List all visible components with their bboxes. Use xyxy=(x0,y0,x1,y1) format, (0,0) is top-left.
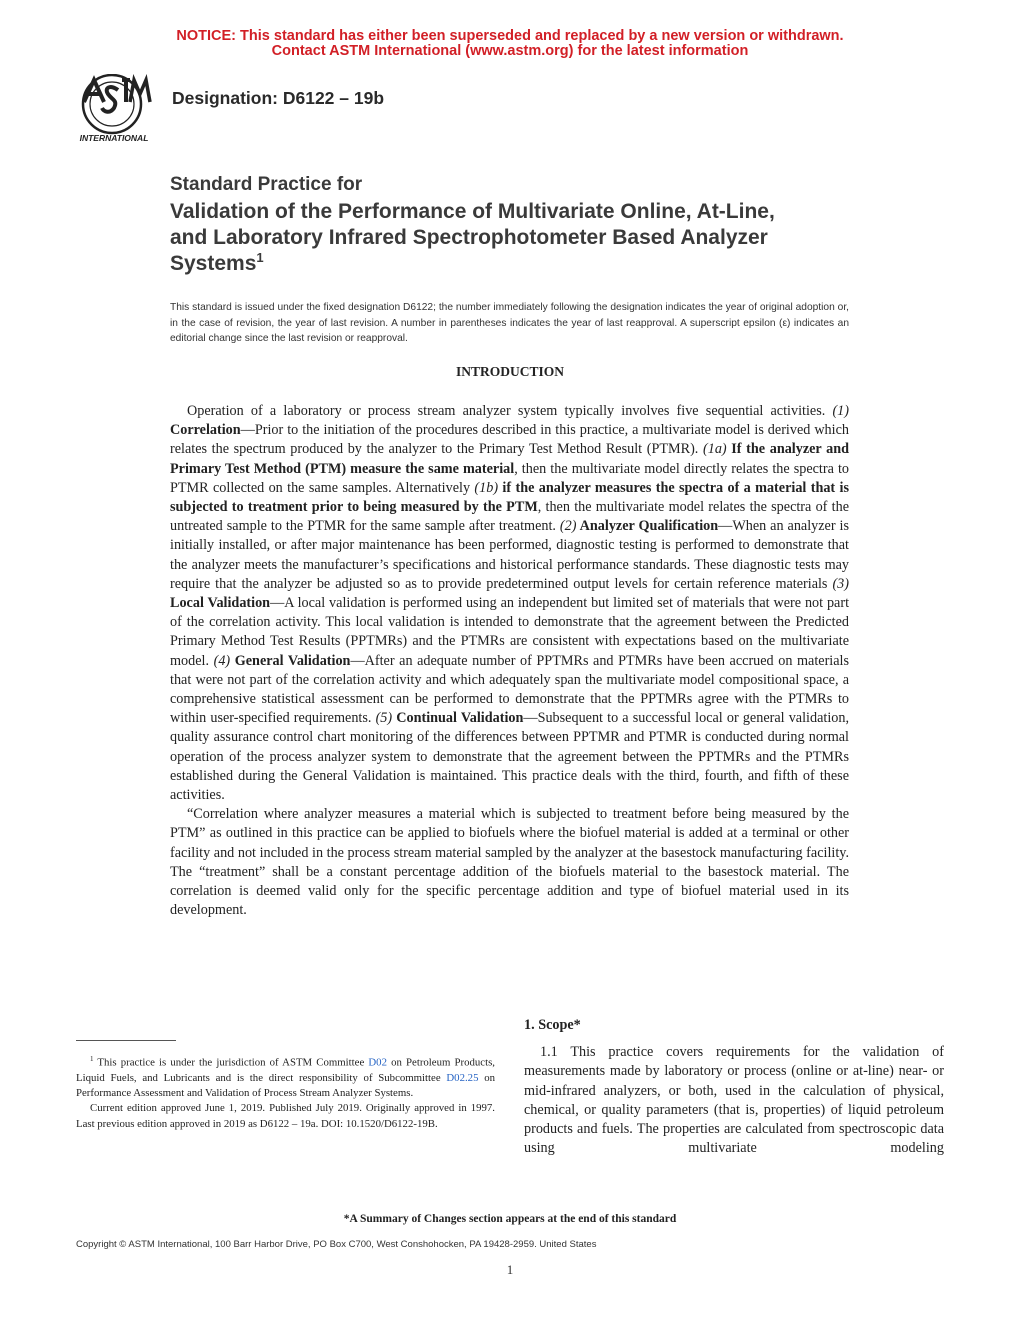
introduction-paragraph-1 xyxy=(170,402,849,805)
intro-segment: —Subsequent to a successful local or general validation, quality assurance control chart monitoring of the differences between PPTMR and PTMR is conducted during normal operation of the process analyzer system to demonstrate that the agreement between the PPTMRs and the PTMRs established during the General Validation is maintained. This practice deals with the third, fourth, and fifth of these activities. xyxy=(170,710,849,804)
scope-heading: 1. Scope* xyxy=(524,1017,581,1033)
introduction-body xyxy=(170,402,849,920)
intro-segment: Correlation xyxy=(170,422,241,439)
introduction-heading: INTRODUCTION xyxy=(455,364,564,379)
designation: Designation: D6122 – 19b xyxy=(172,88,385,108)
intro-segment: —A local validation is performed using an independent but limited set of materials that were not part of the correlation activity. This local validation is intended to demonstrate that the agreement between the Predicted Primary Method Test Results (PPTMRs) and the PTMRs are consistent with expectations based on the multivariate model. xyxy=(170,595,850,669)
intro-segment: General Validation xyxy=(230,652,351,669)
intro-segment: Analyzer Qualification xyxy=(576,518,719,535)
intro-segment: If the analyzer and Primary Test Method (PTM) measure the same material xyxy=(170,441,849,477)
intro-segment: , then the multivariate model relates the spectra of the untreated sample to the PTMR for the same sample after treatment. xyxy=(170,499,849,535)
intro-segment: (1) xyxy=(832,403,849,419)
notice-line-2: Contact ASTM International (www.astm.org) for the latest information xyxy=(271,43,749,59)
footnote-divider xyxy=(76,1040,176,1041)
intro-segment: Local Validation xyxy=(170,595,271,612)
scope-section xyxy=(524,1043,944,1159)
introduction-paragraph-2: “Correlation where analyzer measures a material which is subjected to treatment before being measured by the PTM” as outlined in this practice can be applied to biofuels where the biofuel material is added at a terminal or other facility and not included in the process stream material sampled by the analyzer at the basestock manufacturing facility. The “treatment” shall be a constant percentage addition of the biofuels material to the basestock material. The correlation is deemed valid only for the specific percentage addition and type of biofuel material used in its development. xyxy=(170,806,849,919)
page-number: 1 xyxy=(506,1262,514,1277)
footnotes xyxy=(76,1052,495,1132)
footnote-1-text-a: This practice is under the jurisdiction of ASTM Committee xyxy=(93,1056,369,1069)
title-footnote-mark: 1 xyxy=(256,250,264,265)
intro-segment: —Prior to the initiation of the procedures described in this practice, a multivariate model is derived which relates the spectrum produced by the analyzer to the Primary Test Method Result (PTMR). xyxy=(170,422,849,458)
footnote-1-text-c: on Performance Assessment and Validation of Process Stream Analyzer Systems. xyxy=(76,1071,495,1100)
footnote-2: Current edition approved June 1, 2019. Published July 2019. Originally approved in 1997. Last previous edition approved in 2019 as D6122 – 19a. DOI: 10.1520/D6122-19B. xyxy=(76,1102,495,1130)
footnote-1-text-b: on Petroleum Products, Liquid Fuels, and Lubricants and is the direct responsibility of Subcommittee xyxy=(76,1056,496,1084)
committee-d02-link[interactable]: D02 xyxy=(368,1056,387,1069)
footnote-1-mark: 1 xyxy=(90,1055,94,1063)
intro-segment: (1a) xyxy=(703,441,727,458)
intro-segment: Continual Validation xyxy=(392,710,524,727)
intro-segment: (4) xyxy=(213,652,231,669)
intro-segment: —When an analyzer is initially installed, or after major maintenance has been performed, diagnostic testing is performed to demonstrate that the analyzer meets the manufacturer’s specifications and historical performance standards. These diagnostic tests may require that the analyzer be adjusted so as to provide predetermined output levels for certain reference materials xyxy=(170,518,849,592)
intro-segment: (1b) xyxy=(474,479,499,496)
title-main: Validation of the Performance of Multivariate Online, At-Line, and Laboratory Infrared Spectrophotometer Based Analyzer Systems xyxy=(170,200,775,275)
intro-segment: (3) xyxy=(832,575,849,592)
document-title xyxy=(170,199,810,277)
intro-segment: Operation of a laboratory or process stream analyzer system typically involves five sequential activities. xyxy=(187,403,833,419)
footnote-1 xyxy=(76,1052,495,1101)
intro-segment: , then the multivariate model directly relates the spectra to PTMR collected on the same samples. Alternatively xyxy=(170,460,849,496)
intro-segment: if the analyzer measures the spectra of a material that is subjected to treatment prior to being measured by the PTM xyxy=(170,479,849,516)
issue-note: This standard is issued under the fixed designation D6122; the number immediately following the designation indicates the year of original adoption or, in the case of revision, the year of last revision. A number in parentheses indicates the year of last reapproval. A superscript epsilon (ε) indicates an editorial change since the last revision or reapproval. xyxy=(170,302,849,345)
intro-segment: —After an adequate number of PPTMRs and PTMRs have been accrued on materials that were not part of the correlation activity and which adequately span the multivariate model compositional space, a comprehensive statistical assessment can be performed to demonstrate that the PPTMRs agree with the PTMRs to within user-specified requirements. xyxy=(170,652,849,727)
notice-line-1: NOTICE: This standard has either been superseded and replaced by a new version or withdrawn. xyxy=(176,28,844,44)
scope-paragraph-1-1: 1.1 This practice covers requirements for the validation of measurements made by laboratory or process (online or at-line) near- or mid-infrared analyzers, or both, used in the calculation of physical, chemical, or quality parameters (that is, properties) of liquid petroleum products and fuels. The properties are calculated from spectroscopic data using multivariate modeling xyxy=(524,1044,944,1157)
title-pre: Standard Practice for xyxy=(170,174,363,195)
astm-logo-icon xyxy=(74,74,162,146)
copyright-line: Copyright © ASTM International, 100 Barr Harbor Drive, PO Box C700, West Conshohocken, PA 19428-2959. United States xyxy=(76,1239,597,1250)
intro-segment: (5) xyxy=(375,710,393,727)
summary-of-changes-note: *A Summary of Changes section appears at the end of this standard xyxy=(343,1213,677,1225)
subcommittee-d0225-link[interactable]: D02.25 xyxy=(446,1071,479,1084)
intro-segment: (2) xyxy=(559,518,577,535)
logo-sub-text: INTERNATIONAL xyxy=(79,133,149,143)
